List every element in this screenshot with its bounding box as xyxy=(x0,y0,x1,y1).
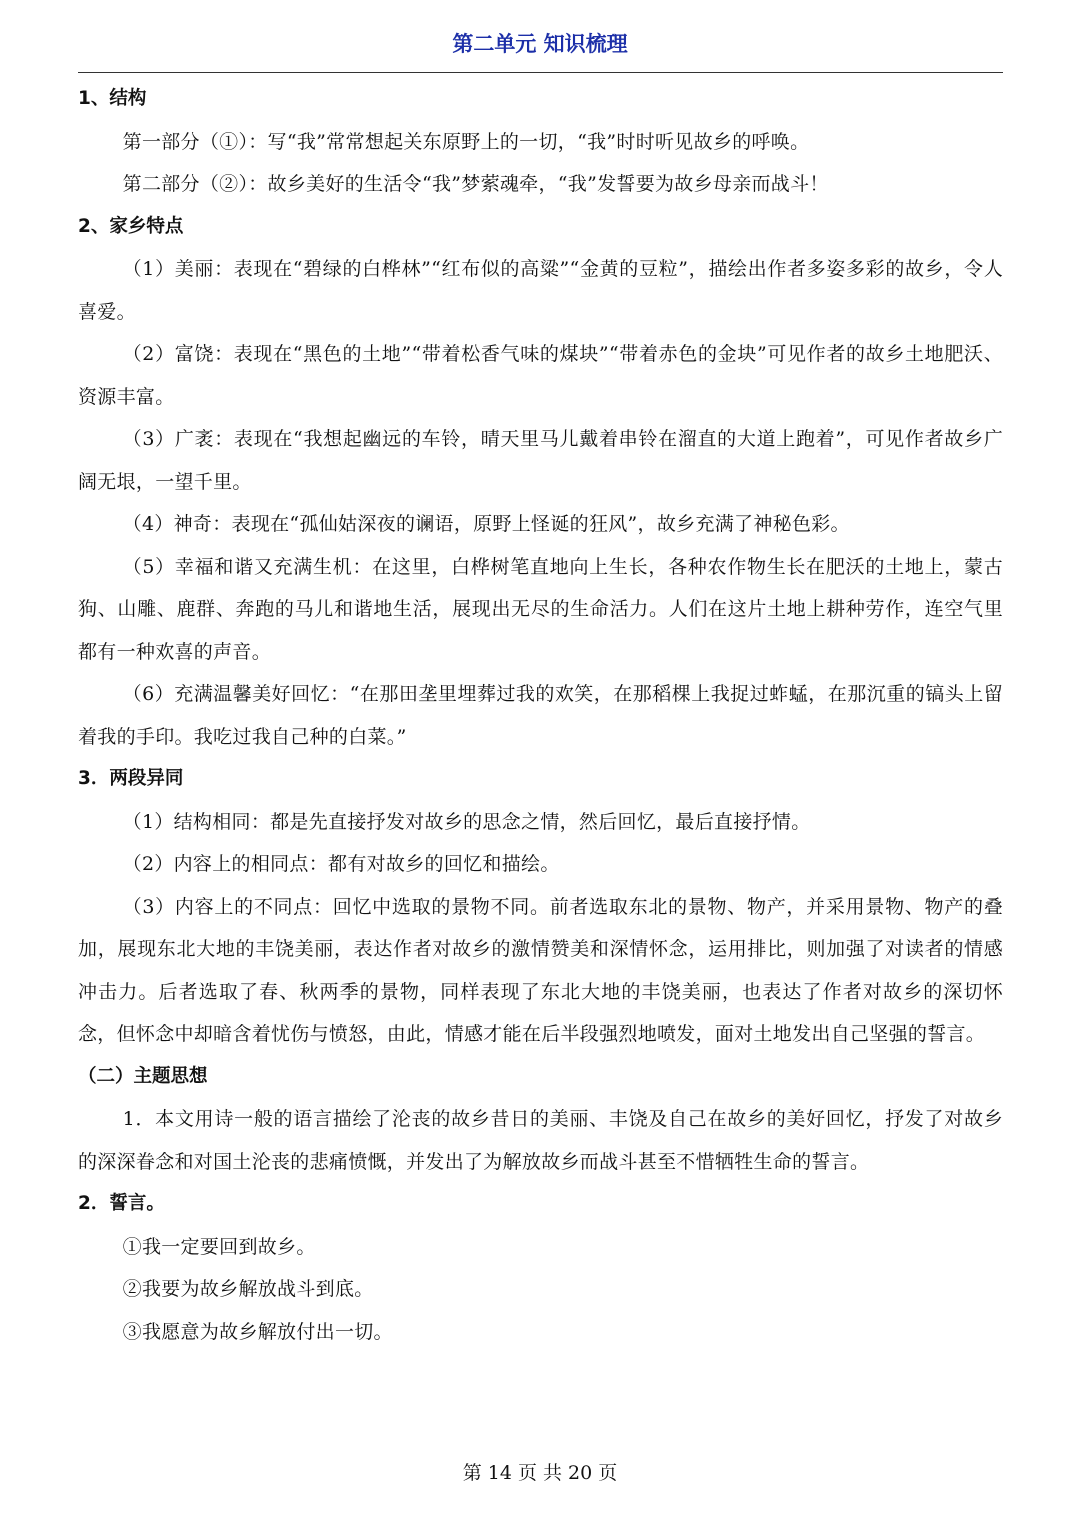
oath-item-2: ②我要为故乡解放战斗到底。 xyxy=(122,1278,374,1300)
comparison-difference: （3）内容上的不同点：回忆中选取的景物不同。前者选取东北的景物、物产，并采用景物、物产的叠加，展现东北大地的丰饶美丽，表达作者对故乡的激情赞美和深情怀念，运用排比，则加强了对读者的情感冲击力。后者选取了春、秋两季的景物，同样表现了东北大地的丰饶美丽，也表达了作者对故乡的深切怀念，但怀念中却暗含着忧伤与愤怒，由此，情感才能在后半段强烈地喷发，面对土地发出自己坚强的誓言。 xyxy=(78,895,1003,1045)
section-heading-structure: 1、结构 xyxy=(78,88,147,109)
feature-rich: （2）富饶：表现在“黑色的土地”“带着松香气味的煤块”“带着赤色的金块”可见作者的故乡土地肥沃、资源丰富。 xyxy=(78,343,1003,408)
document-body xyxy=(78,78,1003,1353)
feature-mysterious: （4）神奇：表现在“孤仙姑深夜的谰语，原野上怪诞的狂风”，故乡充满了神秘色彩。 xyxy=(122,513,850,535)
comparison-structure: （1）结构相同：都是先直接抒发对故乡的思念之情，然后回忆，最后直接抒情。 xyxy=(122,810,811,833)
section-heading-oath: 2．誓言。 xyxy=(78,1193,165,1214)
page-header-title: 第二单元 知识梳理 xyxy=(452,32,628,56)
feature-memories: （6）充满温馨美好回忆：“在那田垄里埋葬过我的欢笑，在那稻棵上我捉过蚱蜢，在那沉重的镐头上留着我的手印。我吃过我自己种的白菜。” xyxy=(78,683,1003,748)
oath-item-1: ①我一定要回到故乡。 xyxy=(122,1235,316,1258)
comparison-similarity: （2）内容上的相同点：都有对故乡的回忆和描绘。 xyxy=(122,853,560,875)
section-heading-theme: （二）主题思想 xyxy=(78,1065,208,1087)
theme-paragraph: 1．本文用诗一般的语言描绘了沦丧的故乡昔日的美丽、丰饶及自己在故乡的美好回忆，抒发了对故乡的深深眷念和对国土沦丧的悲痛愤慨，并发出了为解放故乡而战斗甚至不惜牺牲生命的誓言。 xyxy=(78,1108,1003,1173)
structure-part-2: 第二部分（②）：故乡美好的生活令“我”梦萦魂牵，“我”发誓要为故乡母亲而战斗！ xyxy=(122,173,829,195)
section-heading-comparison: 3．两段异同 xyxy=(78,768,184,789)
feature-harmonious: （5）幸福和谐又充满生机：在这里，白桦树笔直地向上生长，各种农作物生长在肥沃的土地上，蒙古狗、山雕、鹿群、奔跑的马儿和谐地生活，展现出无尽的生命活力。人们在这片土地上耕种劳作，连空气里都有一种欢喜的声音。 xyxy=(78,555,1003,663)
feature-beautiful: （1）美丽：表现在“碧绿的白桦林”“红布似的高粱”“金黄的豆粒”，描绘出作者多姿多彩的故乡，令人喜爱。 xyxy=(78,258,1003,323)
header-divider xyxy=(78,72,1003,73)
feature-vast: （3）广袤：表现在“我想起幽远的车铃，晴天里马儿戴着串铃在溜直的大道上跑着”，可见作者故乡广阔无垠，一望千里。 xyxy=(78,428,1003,493)
structure-part-1: 第一部分（①）：写“我”常常想起关东原野上的一切，“我”时时听见故乡的呼唤。 xyxy=(122,130,810,153)
oath-item-3: ③我愿意为故乡解放付出一切。 xyxy=(122,1320,393,1343)
section-heading-hometown-features: 2、家乡特点 xyxy=(78,215,184,237)
page-number: 第 14 页 共 20 页 xyxy=(462,1462,618,1484)
